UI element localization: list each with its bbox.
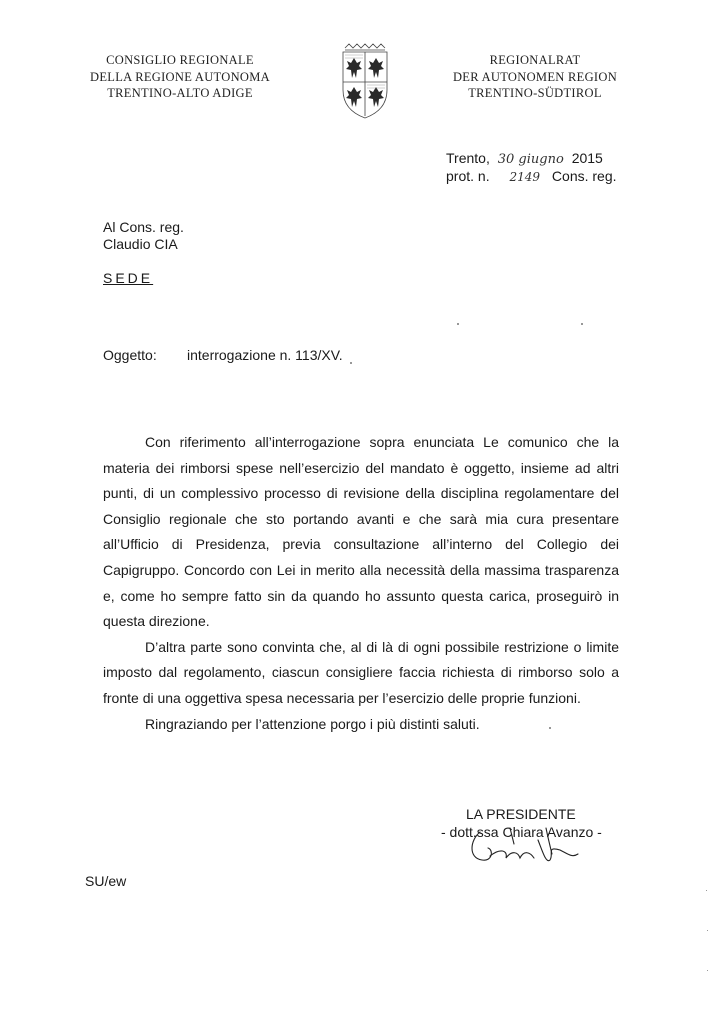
scan-speck xyxy=(707,970,708,971)
subject-value: interrogazione n. 113/XV. xyxy=(187,347,343,363)
scan-speck xyxy=(350,362,352,364)
scan-speck xyxy=(581,323,583,325)
recipient-line: Claudio CIA xyxy=(103,236,178,252)
header-left-institution xyxy=(60,52,300,102)
signature-name: - dott.ssa Chiara Avanzo - xyxy=(441,824,602,840)
handwritten-date: 30 giugno xyxy=(497,152,564,167)
protocol-line xyxy=(446,168,617,184)
recipient-location: SEDE xyxy=(103,270,154,286)
letter-body xyxy=(103,430,619,737)
recipient-block xyxy=(103,219,184,253)
header-left-line: TRENTINO-ALTO ADIGE xyxy=(107,86,253,100)
header-right-institution xyxy=(430,52,640,102)
header-left-line: CONSIGLIO REGIONALE xyxy=(106,53,254,67)
header-right-line: TRENTINO-SÜDTIROL xyxy=(468,86,602,100)
handwritten-protocol-number: 2149 xyxy=(509,170,541,184)
place-city: Trento, xyxy=(446,150,490,166)
scan-speck xyxy=(457,323,459,325)
date-year: 2015 xyxy=(571,150,603,166)
protocol-label: prot. n. xyxy=(446,168,490,184)
protocol-suffix: Cons. reg. xyxy=(551,168,617,184)
scan-speck xyxy=(549,727,551,729)
place-date xyxy=(446,150,603,167)
scan-speck xyxy=(706,890,707,891)
handwritten-signature-icon xyxy=(450,820,600,866)
coat-of-arms-crest-icon xyxy=(333,42,397,120)
header-left-line: DELLA REGIONE AUTONOMA xyxy=(90,69,270,84)
scan-speck xyxy=(707,930,708,931)
header-right-line: DER AUTONOMEN REGION xyxy=(452,69,618,84)
recipient-line: Al Cons. reg. xyxy=(103,219,184,235)
header-right-line: REGIONALRAT xyxy=(489,53,581,67)
letter-paragraph: Ringraziando per l’attenzione porgo i più distinti saluti. xyxy=(145,715,480,732)
subject-label: Oggetto: xyxy=(103,347,157,363)
letter-paragraph: D’altra parte sono convinta che, al di là di ogni possibile restrizione o limite imposto dal regolamento, ciascun consigliere faccia richiesta di rimborso solo a fronte di una oggettiva spesa necessaria per l’esercizio delle proprie funzioni. xyxy=(103,638,619,706)
letter-paragraph: Con riferimento all’interrogazione sopra enunciata Le comunico che la materia dei rimborsi spese nell’esercizio del mandato è oggetto, insieme ad altri punti, di un complessivo processo di revisione della disciplina regolamentare del Consiglio regionale che sto portando avanti e che sarà mia cura presentare all’Ufficio di Presidenza, previa consultazione all’interno del Collegio dei Capigruppo. Concordo con Lei in merito alla necessità della massima trasparenza e, come ho sempre fatto sin da quando ho assunto questa carica, proseguirò in questa direzione. xyxy=(103,434,619,630)
signature-title: LA PRESIDENTE xyxy=(466,806,576,822)
reference-code: SU/ew xyxy=(85,873,127,889)
